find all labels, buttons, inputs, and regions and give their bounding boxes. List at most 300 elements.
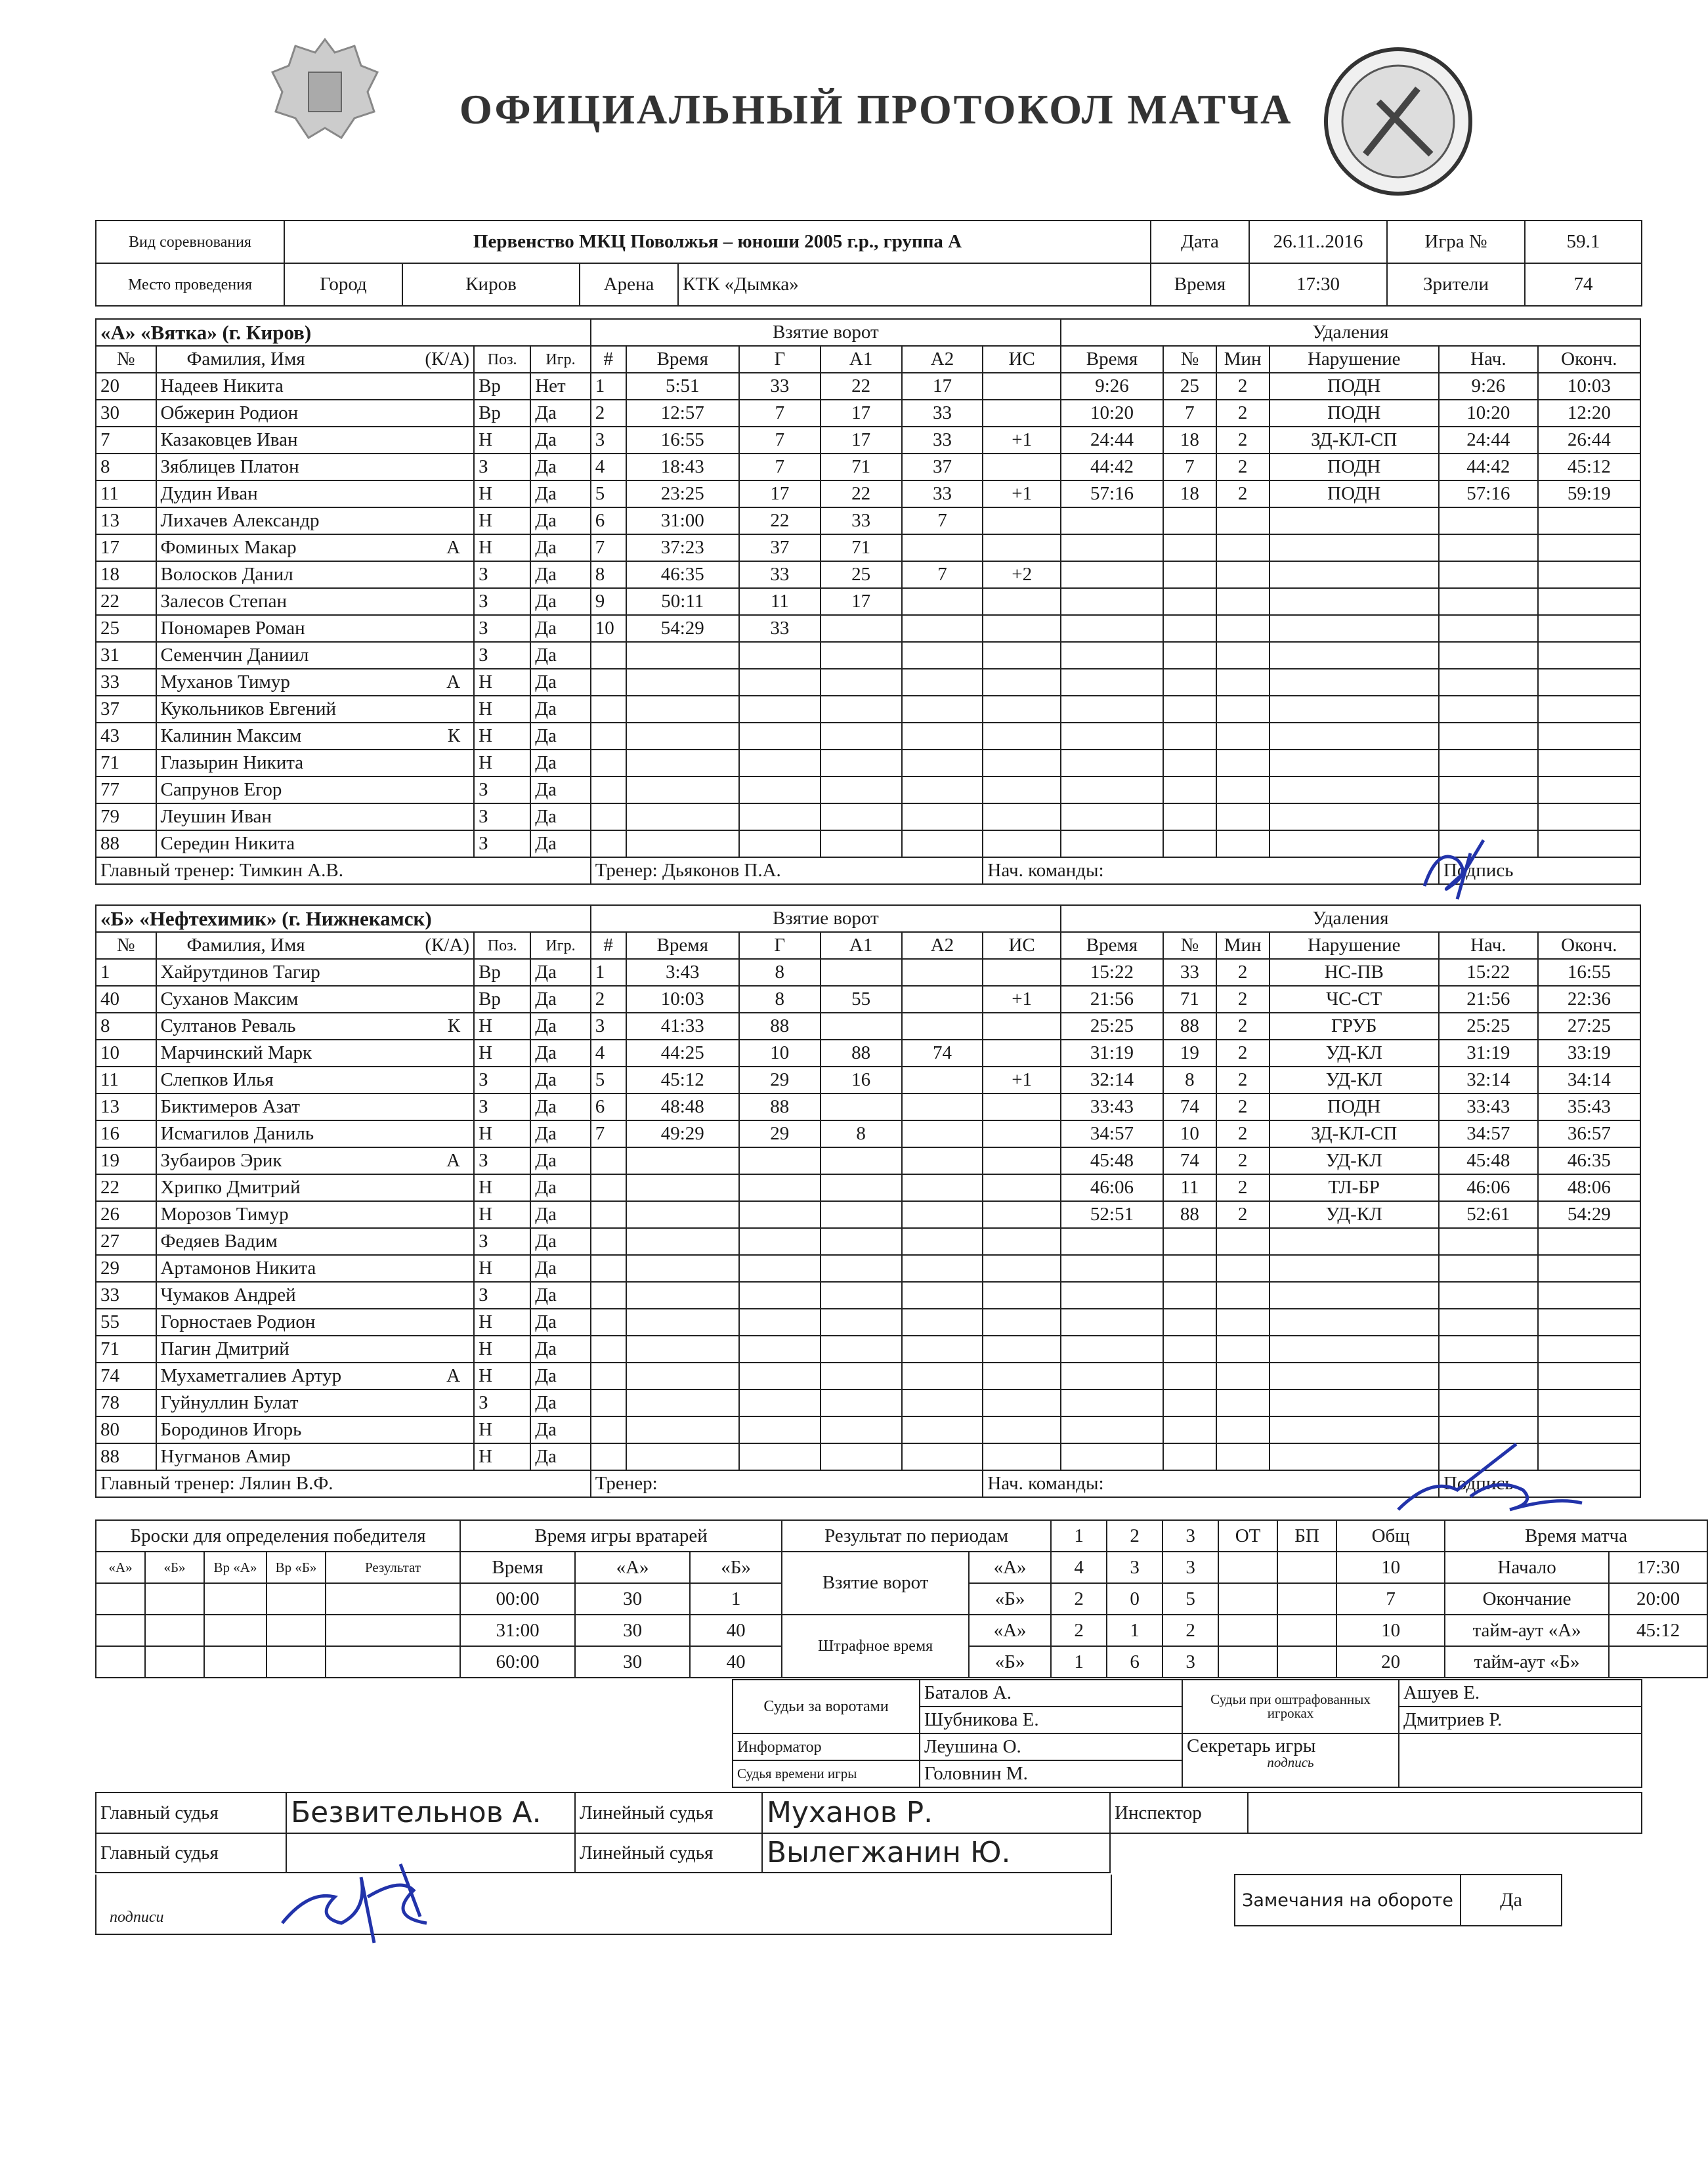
table-row — [96, 1040, 1640, 1067]
pim_b-5: 20 — [1336, 1646, 1445, 1678]
goal-strength: +2 — [983, 561, 1061, 588]
penalty-start: 31:19 — [1439, 1040, 1538, 1067]
penalty-time — [1061, 776, 1163, 803]
penalty-player — [1163, 750, 1216, 776]
penalty-minutes — [1216, 830, 1270, 857]
period-col-5: Общ — [1336, 1520, 1445, 1552]
venue-table — [95, 263, 1642, 307]
goal-time — [626, 669, 739, 696]
goal-number: 6 — [591, 1094, 626, 1120]
goals-a-5: 10 — [1336, 1552, 1445, 1583]
match-time-value: 45:12 — [1609, 1615, 1707, 1646]
player-name — [156, 1443, 475, 1470]
goal-strength — [983, 1416, 1061, 1443]
penalty-violation — [1270, 776, 1439, 803]
player-number: 29 — [96, 1255, 156, 1282]
player-number: 16 — [96, 1120, 156, 1147]
player-name — [156, 1067, 475, 1094]
player-name-text: Султанов Реваль — [160, 1015, 296, 1036]
table-row — [96, 480, 1640, 507]
player-name — [156, 588, 475, 615]
penalty-time — [1061, 1282, 1163, 1309]
player-name-text: Муханов Тимур — [160, 671, 290, 692]
player-position: Н — [474, 669, 530, 696]
goal-number: 3 — [591, 1013, 626, 1040]
timekeeper: Головнин М. — [920, 1760, 1182, 1787]
penalty-player — [1163, 1228, 1216, 1255]
blank-2 — [1248, 1833, 1642, 1873]
match-time-value — [1609, 1646, 1707, 1678]
summary-table — [95, 1519, 1708, 1678]
player-name — [156, 454, 475, 480]
table-row — [96, 750, 1640, 776]
signature-label: Подпись — [1439, 857, 1640, 884]
player-name-text: Зубаиров Эрик — [160, 1150, 282, 1171]
player-name-text: Калинин Максим — [160, 725, 302, 746]
goal-strength — [983, 1282, 1061, 1309]
table-row — [96, 1013, 1640, 1040]
period-col-2: 3 — [1163, 1520, 1218, 1552]
periods-header: Результат по периодам — [782, 1520, 1051, 1552]
penalty-minutes — [1216, 669, 1270, 696]
penalty-time — [1061, 561, 1163, 588]
player-played: Да — [530, 1120, 591, 1147]
table-row — [96, 1147, 1640, 1174]
city: Киров — [402, 263, 580, 306]
penalty-time — [1061, 830, 1163, 857]
player-position: З — [474, 803, 530, 830]
shootout-cell — [326, 1615, 460, 1646]
goal-assist-2 — [902, 534, 983, 561]
penalty-violation: ПОДН — [1270, 454, 1439, 480]
penalty-time: 24:44 — [1061, 427, 1163, 454]
penalty-player: 11 — [1163, 1174, 1216, 1201]
pim_b-0: 1 — [1051, 1646, 1107, 1678]
goal-number: 8 — [591, 561, 626, 588]
penalty-player — [1163, 1336, 1216, 1363]
start-value: 17:30 — [1609, 1552, 1707, 1583]
referee-label-1: Главный судья — [96, 1793, 286, 1833]
goal-number: 4 — [591, 1040, 626, 1067]
shootout-cell — [267, 1646, 326, 1678]
goal-assist-2 — [902, 723, 983, 750]
penalty-violation: ЗД-КЛ-СП — [1270, 1120, 1439, 1147]
goal-scorer: 8 — [739, 959, 821, 986]
penalty-end: 10:03 — [1538, 373, 1640, 400]
goal-assist-2 — [902, 776, 983, 803]
player-name — [156, 1390, 475, 1416]
coach: Тренер: Дьяконов П.А. — [591, 857, 983, 884]
penalty-end — [1538, 1282, 1640, 1309]
goal-time — [626, 1282, 739, 1309]
penalty-violation — [1270, 1255, 1439, 1282]
player-played: Да — [530, 507, 591, 534]
player-name — [156, 427, 475, 454]
table-row — [96, 986, 1640, 1013]
player-name-text: Хрипко Дмитрий — [160, 1177, 301, 1198]
goal-time: 48:48 — [626, 1094, 739, 1120]
goal-strength: +1 — [983, 1067, 1061, 1094]
shootout-cell — [96, 1583, 145, 1615]
penalty-start: 33:43 — [1439, 1094, 1538, 1120]
goal-time: 45:12 — [626, 1067, 739, 1094]
goal-assist-1 — [821, 1363, 902, 1390]
penalty-minutes: 2 — [1216, 1094, 1270, 1120]
goal-strength — [983, 400, 1061, 427]
col-header-a1: А1 — [821, 932, 902, 959]
goal-scorer — [739, 830, 821, 857]
player-name-text: Залесов Степан — [160, 591, 287, 612]
goals-a-3 — [1218, 1552, 1277, 1583]
player-played: Да — [530, 561, 591, 588]
penalty-violation — [1270, 1336, 1439, 1363]
penalty-end — [1538, 723, 1640, 750]
goal-scorer — [739, 803, 821, 830]
penalty-violation: ПОДН — [1270, 400, 1439, 427]
penalty-start: 15:22 — [1439, 959, 1538, 986]
goal-number: 1 — [591, 959, 626, 986]
team-title: «А» «Вятка» (г. Киров) — [96, 319, 591, 346]
coach: Тренер: — [591, 1470, 983, 1497]
player-played: Да — [530, 534, 591, 561]
goal-time: 12:57 — [626, 400, 739, 427]
goal-scorer: 10 — [739, 1040, 821, 1067]
penalty-start — [1439, 723, 1538, 750]
player-name — [156, 1309, 475, 1336]
player-name — [156, 696, 475, 723]
goal-time: 31:00 — [626, 507, 739, 534]
penalty-end — [1538, 507, 1640, 534]
ka-header: (К/А) — [425, 349, 470, 370]
goal-judge-2: Шубникова Е. — [920, 1707, 1182, 1733]
goal-strength — [983, 1363, 1061, 1390]
player-name — [156, 803, 475, 830]
penalty-violation — [1270, 1228, 1439, 1255]
goal-scorer — [739, 1363, 821, 1390]
goals_b-3 — [1218, 1583, 1277, 1615]
penalty-violation — [1270, 642, 1439, 669]
player-played: Да — [530, 1147, 591, 1174]
player-role: К — [447, 725, 461, 746]
player-number: 8 — [96, 454, 156, 480]
goal-time: 49:29 — [626, 1120, 739, 1147]
player-number: 33 — [96, 669, 156, 696]
penalty-end — [1538, 1363, 1640, 1390]
goals_b-0: 2 — [1051, 1583, 1107, 1615]
penalty-start: 45:48 — [1439, 1147, 1538, 1174]
shootout-cell — [145, 1646, 204, 1678]
penalty-violation — [1270, 723, 1439, 750]
match-time-label: тайм-аут «А» — [1445, 1615, 1609, 1646]
goal-assist-2: 33 — [902, 480, 983, 507]
goal-time — [626, 803, 739, 830]
player-position: З — [474, 1390, 530, 1416]
player-name — [156, 1228, 475, 1255]
penalty-time: 32:14 — [1061, 1067, 1163, 1094]
gk-cell: 30 — [575, 1615, 690, 1646]
penalty-minutes — [1216, 1228, 1270, 1255]
pim_a-5: 10 — [1336, 1615, 1445, 1646]
player-number: 8 — [96, 1013, 156, 1040]
shootout-col-4: Результат — [326, 1552, 460, 1583]
table-row — [96, 776, 1640, 803]
signature-referee — [269, 1851, 440, 1956]
penalty-minutes: 2 — [1216, 1013, 1270, 1040]
goal-assist-2 — [902, 1013, 983, 1040]
penalty-player — [1163, 723, 1216, 750]
penalty-time — [1061, 1363, 1163, 1390]
goal-time: 41:33 — [626, 1013, 739, 1040]
penalty-player — [1163, 507, 1216, 534]
penalty-violation: УД-КЛ — [1270, 1067, 1439, 1094]
goals-a-1: 3 — [1107, 1552, 1163, 1583]
player-name-text: Пагин Дмитрий — [160, 1338, 289, 1359]
officials-table — [732, 1679, 1642, 1788]
player-position: Н — [474, 1040, 530, 1067]
goal-assist-1 — [821, 1094, 902, 1120]
goal-time: 5:51 — [626, 373, 739, 400]
penalty-minutes: 2 — [1216, 1174, 1270, 1201]
city-label: Город — [284, 263, 402, 306]
penalty-start: 10:20 — [1439, 400, 1538, 427]
goal-time: 3:43 — [626, 959, 739, 986]
goal-number — [591, 723, 626, 750]
goal-assist-1: 33 — [821, 507, 902, 534]
goals-header: Взятие ворот — [591, 905, 1061, 932]
penalty-minutes — [1216, 1363, 1270, 1390]
player-position: З — [474, 454, 530, 480]
player-role: К — [447, 1015, 461, 1036]
penalty-start — [1439, 534, 1538, 561]
gk-cell: 40 — [690, 1646, 782, 1678]
penalty-start: 32:14 — [1439, 1067, 1538, 1094]
penalty-minutes — [1216, 615, 1270, 642]
goal-strength — [983, 534, 1061, 561]
goal-number: 7 — [591, 1120, 626, 1147]
linesman-label-1: Линейный судья — [575, 1793, 762, 1833]
shootout-col-3: Вр «Б» — [267, 1552, 326, 1583]
penalty-player — [1163, 1309, 1216, 1336]
player-played: Да — [530, 1201, 591, 1228]
goal-number — [591, 1255, 626, 1282]
goal-assist-2: 17 — [902, 373, 983, 400]
goal-strength — [983, 588, 1061, 615]
penalty-end: 33:19 — [1538, 1040, 1640, 1067]
penalty-violation — [1270, 1390, 1439, 1416]
penalty-end — [1538, 1309, 1640, 1336]
goals_b-5: 7 — [1336, 1583, 1445, 1615]
player-name-text: Семенчин Даниил — [160, 645, 309, 666]
player-number: 26 — [96, 1201, 156, 1228]
player-played: Да — [530, 480, 591, 507]
penalty-end — [1538, 776, 1640, 803]
penalty-minutes — [1216, 507, 1270, 534]
start-label: Начало — [1445, 1552, 1609, 1583]
goal-time — [626, 1309, 739, 1336]
penalty-start — [1439, 1255, 1538, 1282]
player-played: Да — [530, 1443, 591, 1470]
match-time-value: 20:00 — [1609, 1583, 1707, 1615]
goal-number — [591, 1147, 626, 1174]
player-name-text: Кукольников Евгений — [160, 698, 337, 719]
penalty-end: 36:57 — [1538, 1120, 1640, 1147]
goals_b-1: 0 — [1107, 1583, 1163, 1615]
goal-number — [591, 1443, 626, 1470]
player-position: Н — [474, 1363, 530, 1390]
goal-assist-1: 25 — [821, 561, 902, 588]
goal-number — [591, 1390, 626, 1416]
penalty-minutes: 2 — [1216, 373, 1270, 400]
col-header-min: Мин — [1216, 346, 1270, 373]
penalty-minutes: 2 — [1216, 427, 1270, 454]
penalty-minutes — [1216, 1336, 1270, 1363]
table-row — [96, 1255, 1640, 1282]
player-played: Да — [530, 959, 591, 986]
goal-time: 46:35 — [626, 561, 739, 588]
pim_a-0: 2 — [1051, 1615, 1107, 1646]
penalty-box-label: Судьи при оштрафованных игроках — [1182, 1680, 1399, 1733]
penalty-minutes: 2 — [1216, 480, 1270, 507]
remarks-value: Да — [1461, 1875, 1562, 1926]
penalty-violation — [1270, 696, 1439, 723]
goal-number: 3 — [591, 427, 626, 454]
player-name-text: Федяев Вадим — [160, 1231, 278, 1252]
player-name-text: Обжерин Родион — [160, 402, 299, 423]
goals-header: Взятие ворот — [591, 319, 1061, 346]
goal-number — [591, 1282, 626, 1309]
penalty-start — [1439, 776, 1538, 803]
goal-number: 5 — [591, 1067, 626, 1094]
goal-time — [626, 1390, 739, 1416]
penalty-end: 16:55 — [1538, 959, 1640, 986]
linesman-1: Муханов Р. — [762, 1793, 1110, 1833]
spectators-label: Зрители — [1387, 263, 1525, 306]
player-played: Да — [530, 696, 591, 723]
player-position: Н — [474, 1336, 530, 1363]
player-number: 13 — [96, 1094, 156, 1120]
goal-assist-1 — [821, 750, 902, 776]
penalty-end: 46:35 — [1538, 1147, 1640, 1174]
penalty-time — [1061, 588, 1163, 615]
penalty-start: 46:06 — [1439, 1174, 1538, 1201]
player-number: 55 — [96, 1309, 156, 1336]
penalty-player: 33 — [1163, 959, 1216, 986]
player-played: Да — [530, 427, 591, 454]
penalty-start: 9:26 — [1439, 373, 1538, 400]
goal-strength — [983, 1040, 1061, 1067]
goal-number: 10 — [591, 615, 626, 642]
goal-assist-1 — [821, 615, 902, 642]
player-played: Да — [530, 669, 591, 696]
player-played: Да — [530, 1013, 591, 1040]
player-position: Н — [474, 1013, 530, 1040]
gk-cell: 1 — [690, 1583, 782, 1615]
penalty-minutes — [1216, 1255, 1270, 1282]
penalty-end: 48:06 — [1538, 1174, 1640, 1201]
shootout-col-2: Вр «А» — [204, 1552, 267, 1583]
pim_b-1: 6 — [1107, 1646, 1163, 1678]
goal-assist-2 — [902, 1255, 983, 1282]
player-name-text: Дудин Иван — [160, 483, 258, 504]
goal-scorer — [739, 696, 821, 723]
player-position: Вр — [474, 373, 530, 400]
shootout-cell — [145, 1583, 204, 1615]
goal-number — [591, 803, 626, 830]
penalty-player — [1163, 642, 1216, 669]
penalty-violation: УД-КЛ — [1270, 1040, 1439, 1067]
penalty-violation — [1270, 1363, 1439, 1390]
goal-strength — [983, 1443, 1061, 1470]
player-name-text: Артамонов Никита — [160, 1258, 316, 1279]
team-b-table — [95, 904, 1641, 1498]
player-number: 11 — [96, 1067, 156, 1094]
penalty-end: 27:25 — [1538, 1013, 1640, 1040]
penalty-violation: ТЛ-БР — [1270, 1174, 1439, 1201]
goal-number — [591, 1363, 626, 1390]
col-header-g: Г — [739, 932, 821, 959]
goal-assist-1 — [821, 776, 902, 803]
penalty-player: 7 — [1163, 454, 1216, 480]
player-number: 88 — [96, 830, 156, 857]
goal-assist-2: 33 — [902, 400, 983, 427]
inspector-label: Инспектор — [1110, 1793, 1248, 1833]
goal-number — [591, 669, 626, 696]
penalty-end — [1538, 561, 1640, 588]
goal-assist-2 — [902, 615, 983, 642]
team-chief: Нач. команды: — [983, 857, 1439, 884]
player-number: 31 — [96, 642, 156, 669]
penalty-minutes: 2 — [1216, 1040, 1270, 1067]
table-row — [96, 1067, 1640, 1094]
goal-time — [626, 1201, 739, 1228]
goal-scorer — [739, 1201, 821, 1228]
col-header-violation: Нарушение — [1270, 346, 1439, 373]
secretary-sub: подпись — [1267, 1754, 1314, 1770]
goal-time — [626, 1147, 739, 1174]
spectators: 74 — [1525, 263, 1642, 306]
goal-assist-1 — [821, 1174, 902, 1201]
goal-strength — [983, 1309, 1061, 1336]
goal-strength — [983, 1013, 1061, 1040]
player-number: 74 — [96, 1363, 156, 1390]
penalty-start: 57:16 — [1439, 480, 1538, 507]
shootout-cell — [96, 1615, 145, 1646]
goal-assist-1 — [821, 1309, 902, 1336]
player-position: Н — [474, 1255, 530, 1282]
penalty-player — [1163, 1443, 1216, 1470]
player-name — [156, 400, 475, 427]
penalty-time — [1061, 615, 1163, 642]
player-played: Да — [530, 830, 591, 857]
penalty-start — [1439, 561, 1538, 588]
goal-assist-1: 8 — [821, 1120, 902, 1147]
goal-scorer: 37 — [739, 534, 821, 561]
penalty-time: 57:16 — [1061, 480, 1163, 507]
goal-assist-1 — [821, 803, 902, 830]
player-name — [156, 669, 475, 696]
time-label: Время — [1151, 263, 1249, 306]
table-row — [96, 830, 1640, 857]
player-role: А — [446, 1365, 461, 1386]
goal-assist-2 — [902, 1174, 983, 1201]
goal-number — [591, 642, 626, 669]
goal-assist-2 — [902, 959, 983, 986]
team-chief: Нач. команды: — [983, 1470, 1439, 1497]
goal-time — [626, 830, 739, 857]
table-row — [96, 803, 1640, 830]
goal-assist-1 — [821, 642, 902, 669]
player-number: 71 — [96, 750, 156, 776]
